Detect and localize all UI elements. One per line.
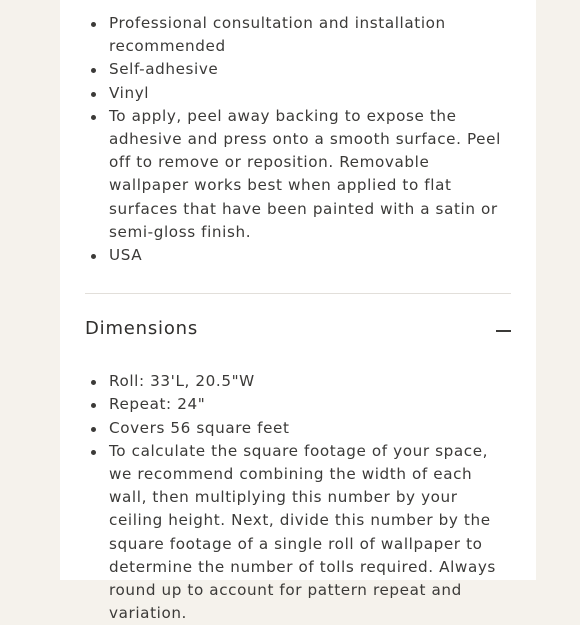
dimensions-item: Roll: 33'L, 20.5"W bbox=[85, 370, 511, 393]
details-list bbox=[85, 0, 511, 267]
dimensions-title: Dimensions bbox=[85, 318, 199, 340]
details-item: Self-adhesive bbox=[85, 58, 511, 81]
dimensions-item: To calculate the square footage of your space, we recommend combining the width of each wall, then multiplying this number by your ceiling height. Next, divide this number by the square footage of a single roll of wallpaper to determine the number of tolls required. Always round up to account for pattern repeat and variation. bbox=[85, 440, 511, 625]
dimensions-list bbox=[85, 366, 511, 625]
dimensions-item: Covers 56 square feet bbox=[85, 417, 511, 440]
details-item: Vinyl bbox=[85, 82, 511, 105]
minus-icon[interactable] bbox=[496, 330, 511, 332]
dimensions-item: Repeat: 24" bbox=[85, 393, 511, 416]
details-item: USA bbox=[85, 244, 511, 267]
details-item: To apply, peel away backing to expose the adhesive and press onto a smooth surface. Peel off to remove or reposition. Removable wallpaper works best when applied to flat surfaces that have been painted with a satin or semi-gloss finish. bbox=[85, 105, 511, 244]
details-item: Professional consultation and installation recommended bbox=[85, 12, 511, 58]
product-details-content bbox=[85, 0, 511, 625]
dimensions-accordion-header[interactable] bbox=[85, 294, 511, 366]
